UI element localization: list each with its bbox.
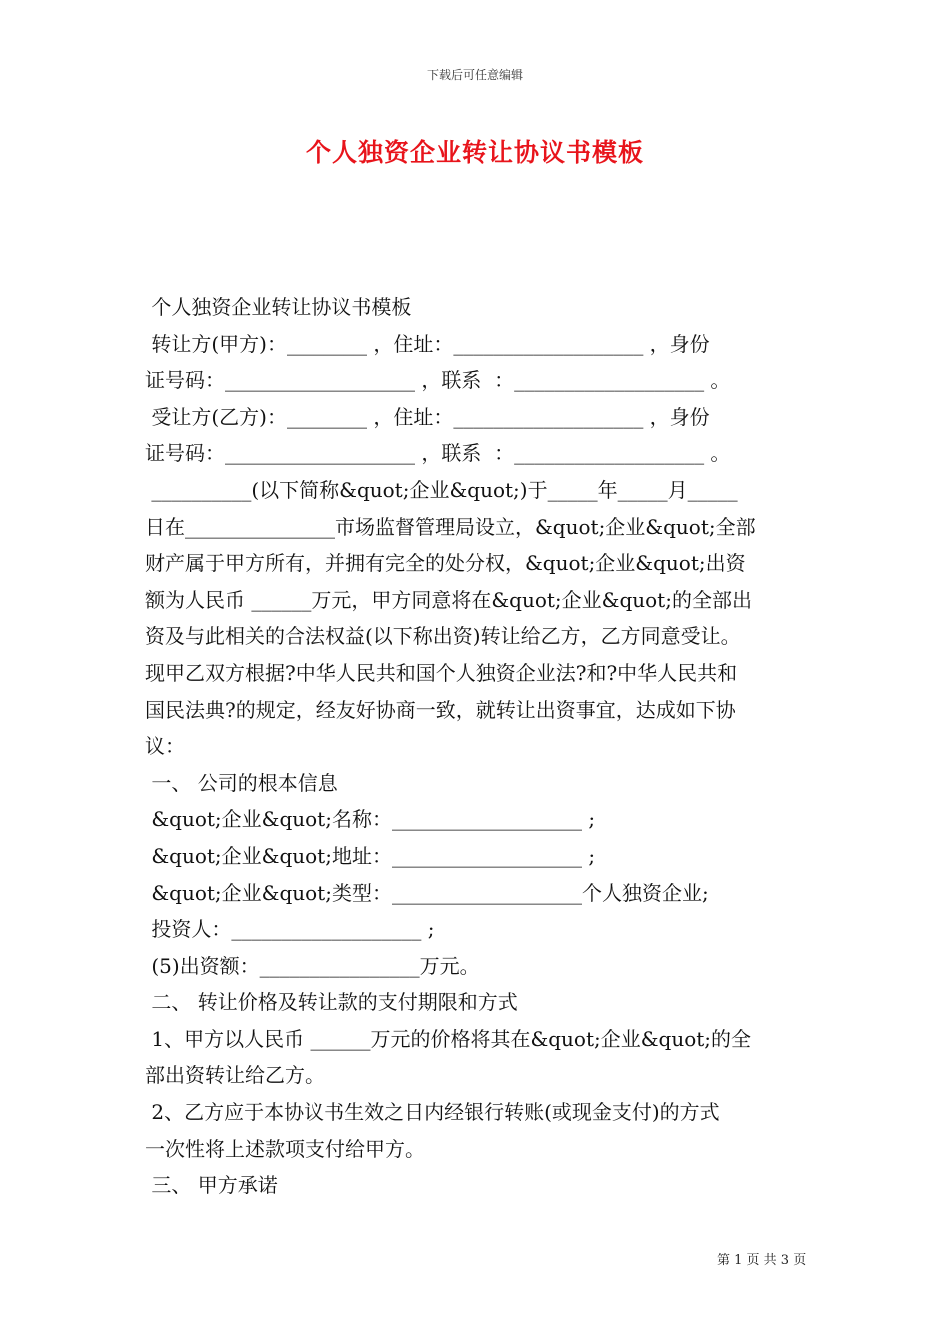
section-heading: 二、 转让价格及转让款的支付期限和方式 [145,990,518,1015]
body-line: 日在_______________市场监督管理局设立，&quot;企业&quot;全部 [145,514,756,539]
body-line: 议： [145,734,185,759]
body-line: &quot;企业&quot;名称：___________________ ; [145,807,596,832]
body-line: &quot;企业&quot;地址：___________________ ; [145,843,596,868]
body-line: (5)出资额：________________万元。 [145,953,480,978]
body-line: &quot;企业&quot;类型：___________________个人独资企业; [145,880,709,905]
body-line: 个人独资企业转让协议书模板 [145,295,412,319]
body-line: 证号码：___________________ ，联系 ：___________________ 。 [145,368,731,393]
section-heading: 一、 公司的根本信息 [145,770,338,795]
body-line: 一次性将上述款项支付给甲方。 [145,1136,425,1161]
body-line: 证号码：___________________ ，联系 ：___________________ 。 [145,441,731,466]
body-line: 2、乙方应于本协议书生效之日内经银行转账(或现金支付)的方式 [145,1100,720,1125]
body-line: 国民法典?的规定，经友好协商一致，就转让出资事宜，达成如下协 [145,697,736,722]
body-line: 现甲乙双方根据?中华人民共和国个人独资企业法?和?中华人民共和 [145,660,738,685]
body-line: 财产属于甲方所有，并拥有完全的处分权，&quot;企业&quot;出资 [145,551,746,576]
body-line: 额为人民币 ______万元，甲方同意将在&quot;企业&quot;的全部出 [145,587,752,612]
section-heading: 三、 甲方承诺 [145,1173,278,1198]
body-line: 资及与此相关的合法权益(以下称出资)转让给乙方，乙方同意受让。 [145,624,741,649]
body-line: 投资人：___________________ ; [145,917,435,942]
page-number: 第 1 页 共 3 页 [717,1253,807,1268]
body-line: 受让方(乙方)：________ ，住址：___________________ ，身份 [145,404,710,429]
document-title: 个人独资企业转让协议书模板 [305,138,644,167]
document-body [145,289,815,1204]
body-line: 转让方(甲方)：________ ，住址：___________________ ，身份 [145,331,710,356]
body-line: 1、甲方以人民币 ______万元的价格将其在&quot;企业&quot;的全 [145,1026,752,1051]
body-line: 部出资转让给乙方。 [145,1063,325,1088]
header-note: 下载后可任意编辑 [426,68,523,82]
body-line: __________(以下简称&quot;企业&quot;)于_____年_____月_____ [145,477,738,502]
